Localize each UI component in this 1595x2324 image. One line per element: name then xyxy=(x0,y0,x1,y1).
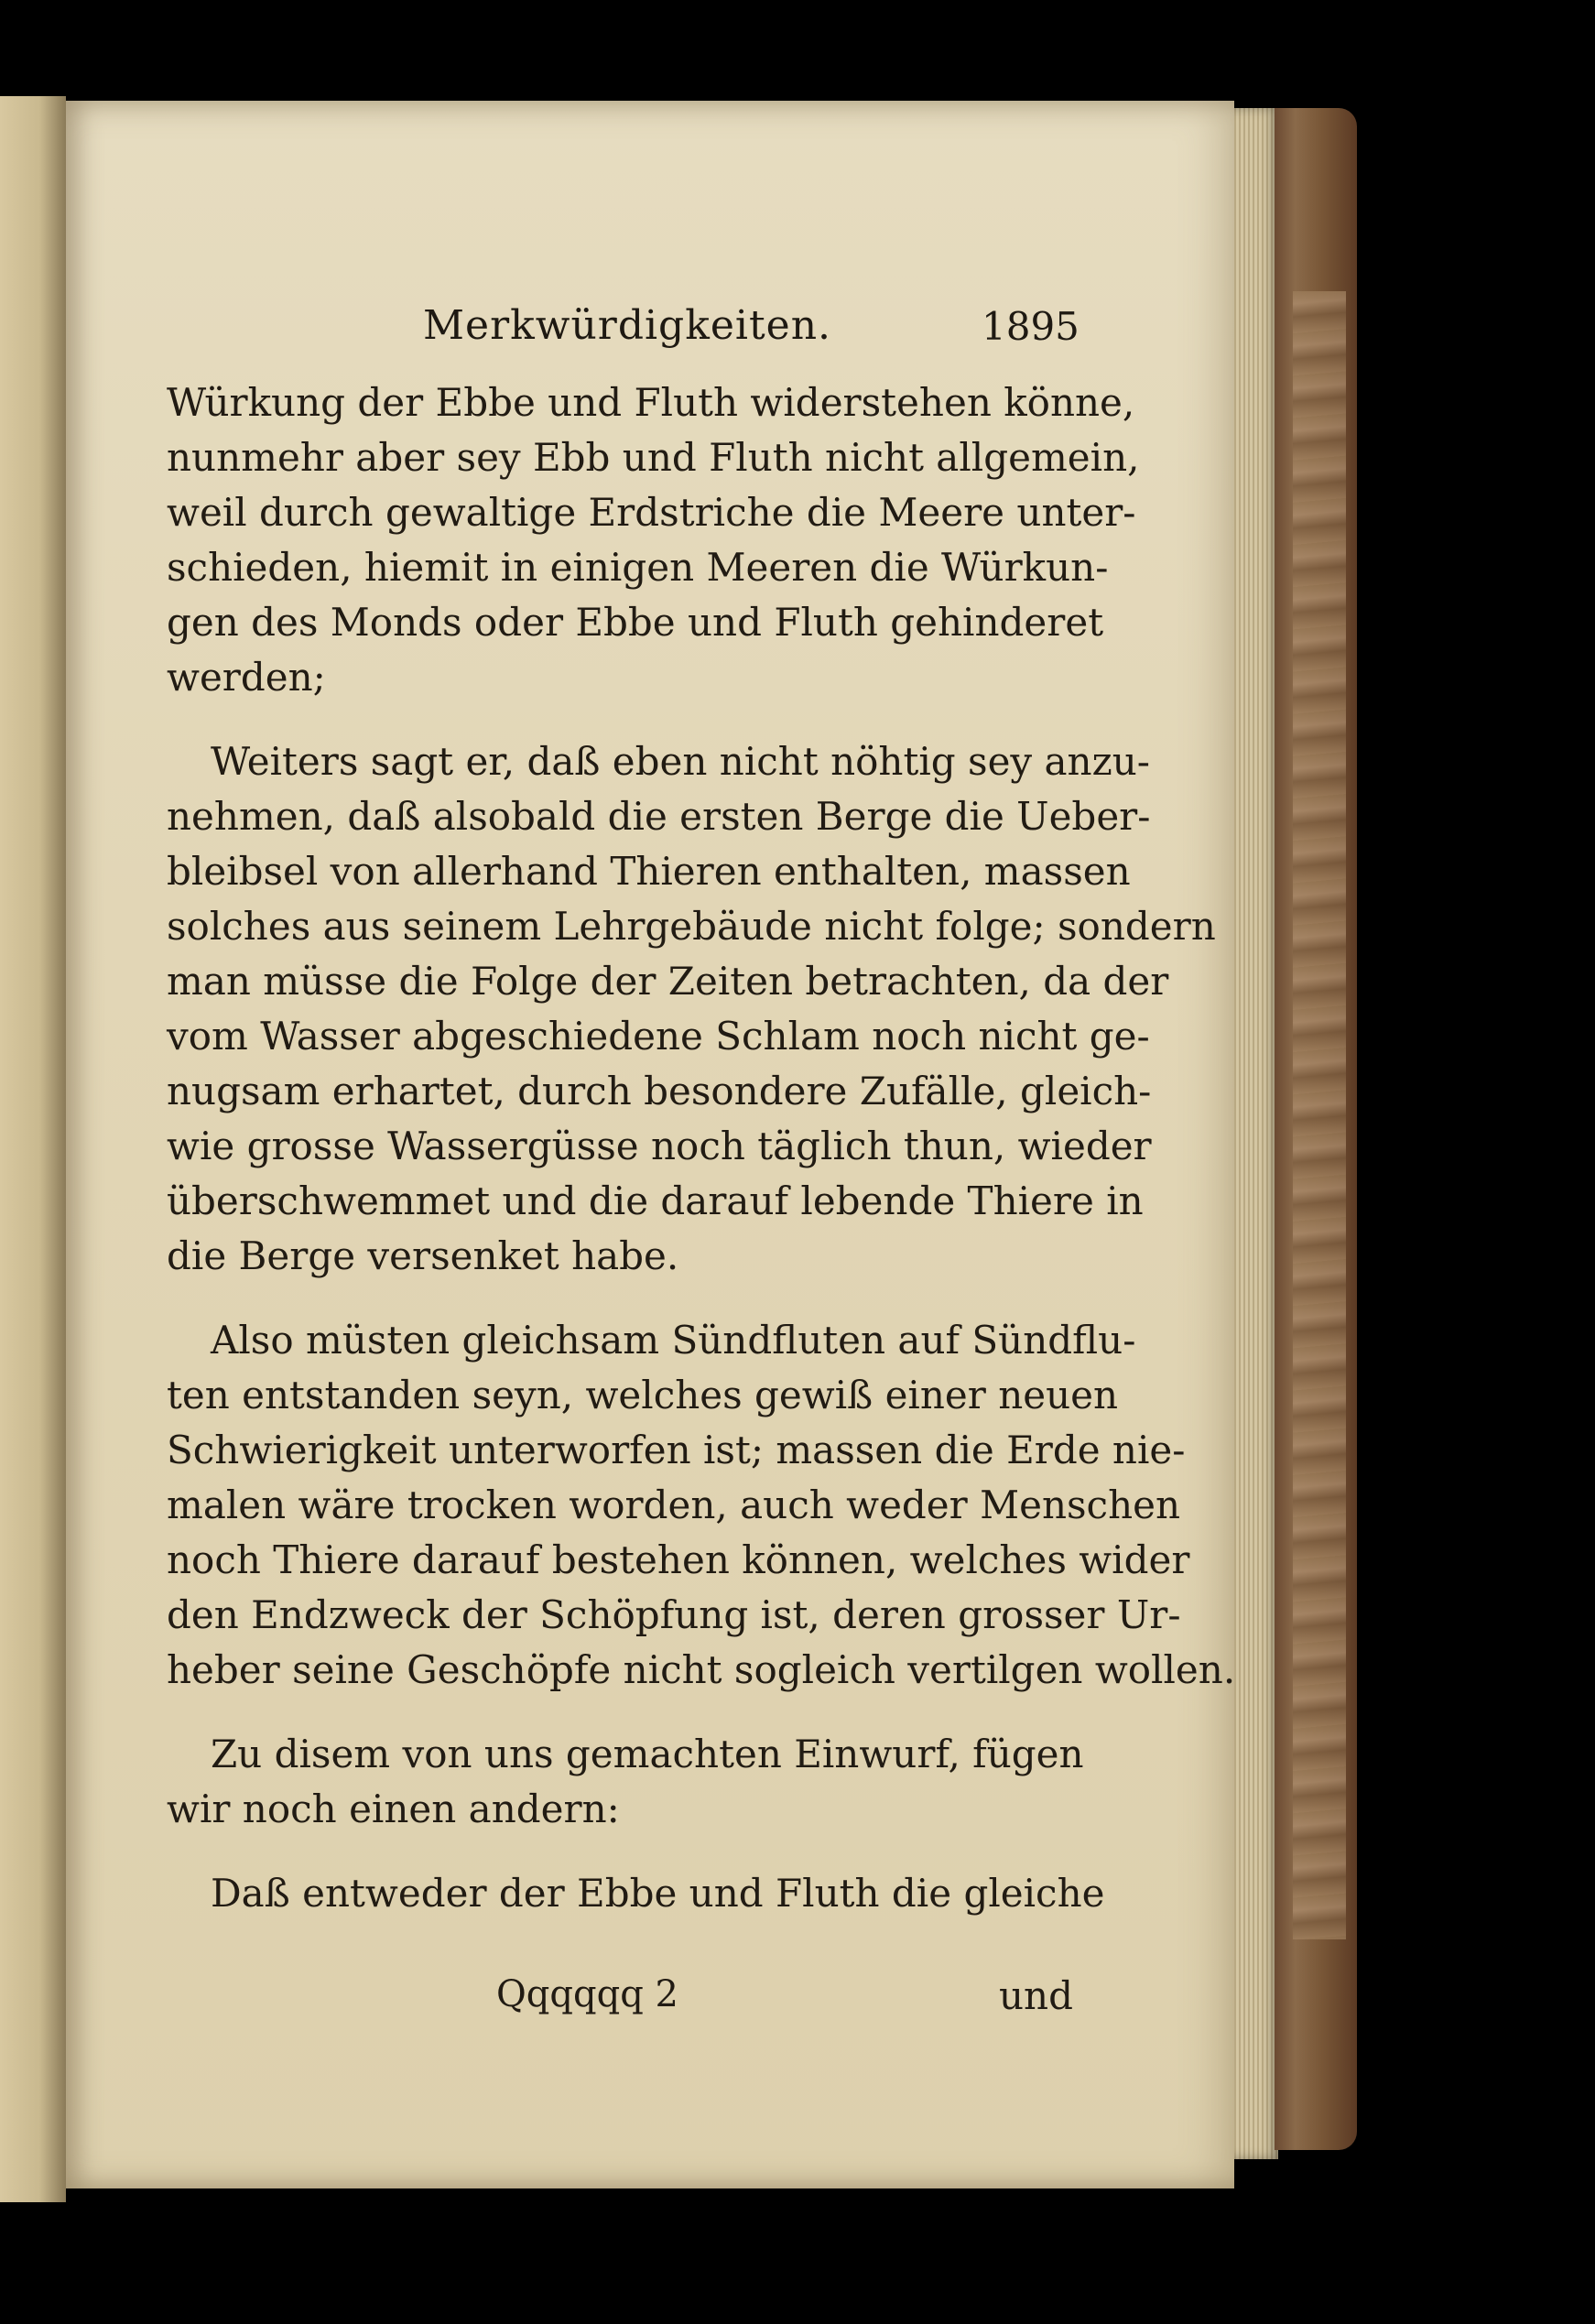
text-line: noch Thiere darauf bestehen können, welches wider xyxy=(167,1537,1190,1582)
text-line: Zu disem von uns gemachten Einwurf, fügen xyxy=(211,1732,1084,1776)
paragraph-4 xyxy=(167,1727,1084,1837)
paragraph-5 xyxy=(167,1866,1105,1921)
book-cover xyxy=(1275,108,1357,2150)
text-line: vom Wasser abgeschiedene Schlam noch nicht ge- xyxy=(167,1014,1150,1059)
text-line: Daß entweder der Ebbe und Fluth die gleiche xyxy=(211,1871,1105,1916)
text-line: gen des Monds oder Ebbe und Fluth gehinderet xyxy=(167,600,1104,645)
text-line: nehmen, daß alsobald die ersten Berge die Ueber- xyxy=(167,794,1151,839)
text-line: Also müsten gleichsam Sündfluten auf Sündflu- xyxy=(211,1318,1136,1363)
page-block-edges xyxy=(1227,108,1278,2159)
text-line: schieden, hiemit in einigen Meeren die Würkun- xyxy=(167,545,1109,590)
text-line: weil durch gewaltige Erdstriche die Meere unter- xyxy=(167,490,1136,535)
text-line: solches aus seinem Lehrgebäude nicht folge; sondern xyxy=(167,904,1216,949)
text-line: heber seine Geschöpfe nicht sogleich vertilgen wollen. xyxy=(167,1647,1236,1692)
text-line: die Berge versenket habe. xyxy=(167,1233,679,1278)
text-line: Schwierigkeit unterworfen ist; massen die Erde nie- xyxy=(167,1428,1186,1472)
text-line: nugsam erhartet, durch besondere Zufälle, gleich- xyxy=(167,1069,1152,1113)
signature-mark: Qqqqqq 2 xyxy=(496,1973,678,2015)
book-page xyxy=(66,101,1234,2188)
text-line: Würkung der Ebbe und Fluth widerstehen könne, xyxy=(167,380,1135,425)
running-title: Merkwürdigkeiten. xyxy=(423,302,832,349)
paragraph-1 xyxy=(167,375,1140,705)
text-line: den Endzweck der Schöpfung ist, deren grosser Ur- xyxy=(167,1592,1181,1637)
catchword: und xyxy=(999,1973,1073,2018)
text-line: nunmehr aber sey Ebb und Fluth nicht allgemein, xyxy=(167,435,1140,480)
text-line: wir noch einen andern: xyxy=(167,1786,620,1831)
page-number: 1895 xyxy=(982,304,1080,349)
cover-marbling xyxy=(1293,291,1346,1939)
text-line: wie grosse Wassergüsse noch täglich thun, wieder xyxy=(167,1124,1152,1168)
page-footer xyxy=(167,1973,1073,2028)
text-line: bleibsel von allerhand Thieren enthalten, massen xyxy=(167,849,1131,894)
paragraph-3 xyxy=(167,1313,1236,1698)
text-line: werden; xyxy=(167,655,326,700)
text-line: man müsse die Folge der Zeiten betrachten, da der xyxy=(167,959,1169,1004)
text-line: Weiters sagt er, daß eben nicht nöhtig sey anzu- xyxy=(211,739,1150,784)
text-line: überschwemmet und die darauf lebende Thiere in xyxy=(167,1178,1144,1223)
paragraph-2 xyxy=(167,734,1216,1284)
text-line: ten entstanden seyn, welches gewiß einer neuen xyxy=(167,1373,1119,1417)
body-text xyxy=(167,375,1236,1950)
previous-page-edge xyxy=(0,96,66,2202)
text-line: malen wäre trocken worden, auch weder Menschen xyxy=(167,1482,1181,1527)
